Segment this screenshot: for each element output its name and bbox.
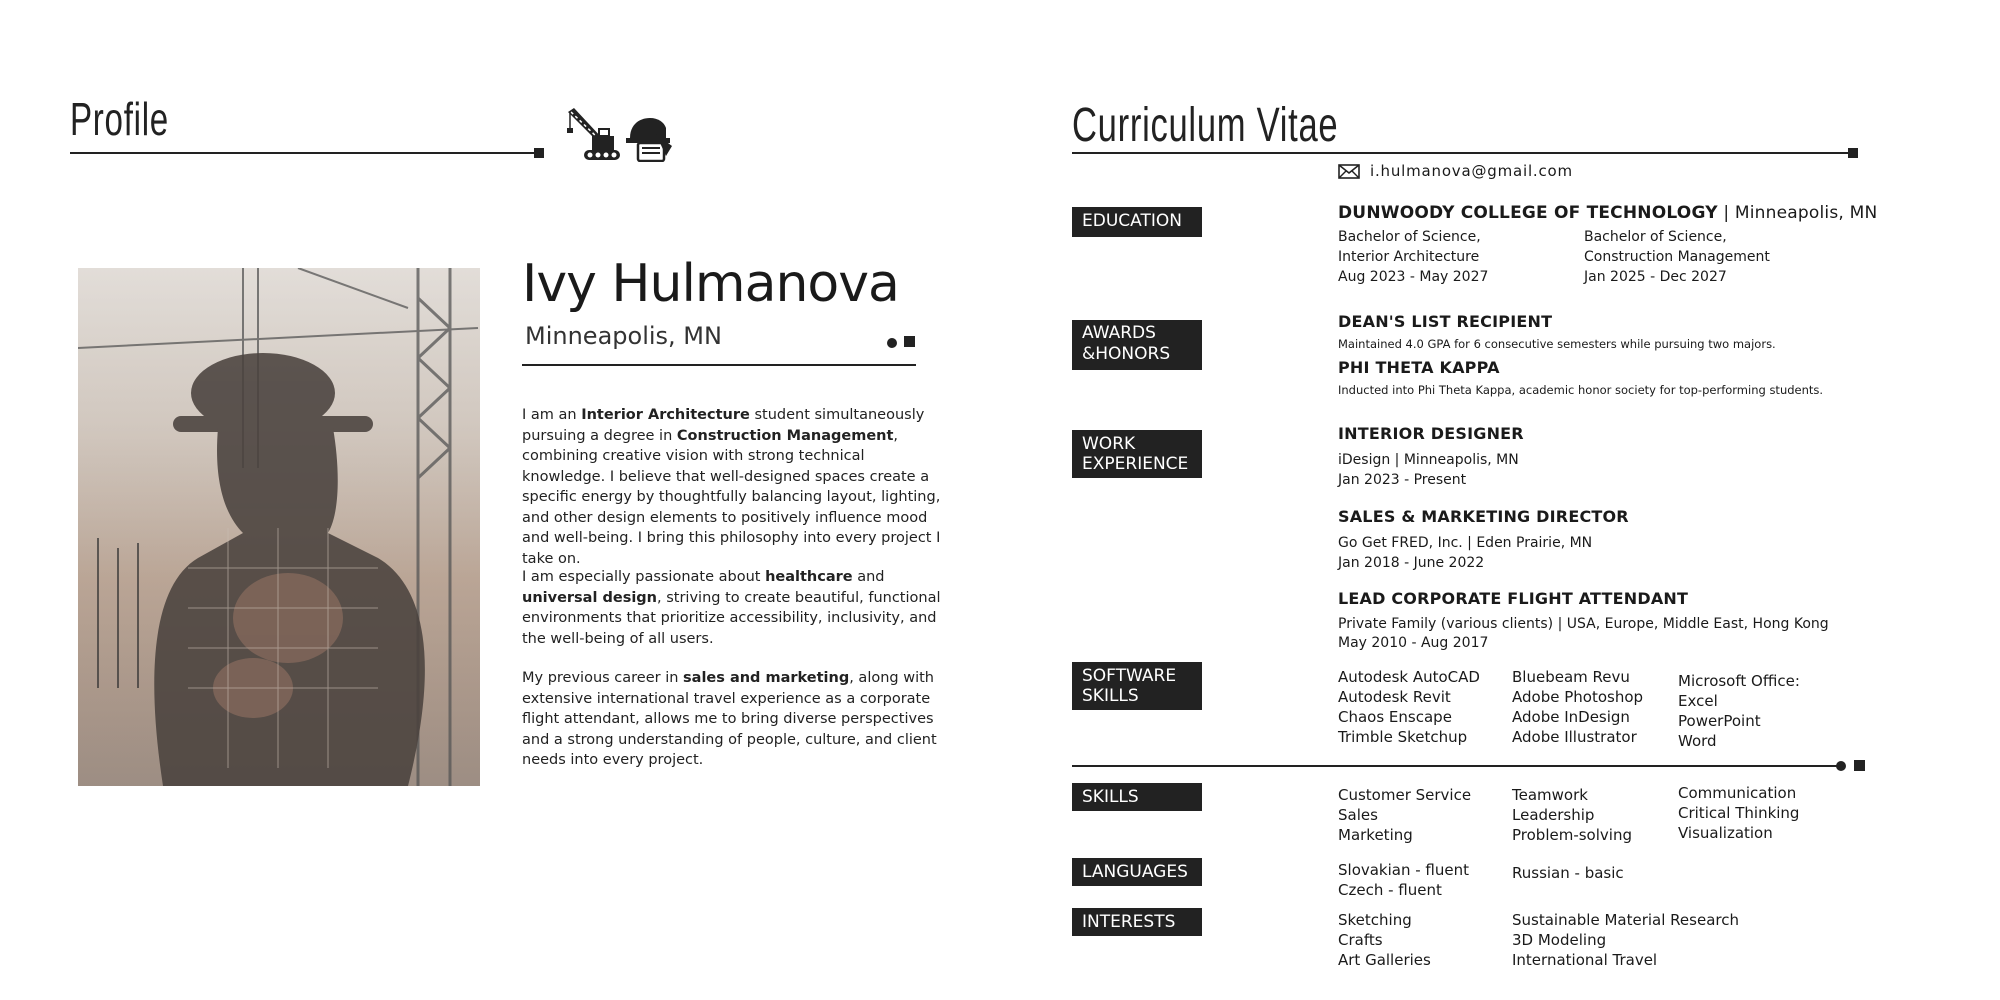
cv-title-rule xyxy=(1072,152,1854,154)
job-2-org: Go Get FRED, Inc. | Eden Prairie, MN xyxy=(1338,535,1593,551)
software-col-3: Microsoft Office: Excel PowerPoint Word xyxy=(1678,672,1800,750)
name-underline xyxy=(522,364,916,366)
divider-end-square xyxy=(1854,760,1865,771)
interests-col-1: Sketching Crafts Art Galleries xyxy=(1338,911,1431,969)
profile-rule-end-square xyxy=(534,148,544,158)
crane-icon xyxy=(566,108,622,162)
award-1-desc: Maintained 4.0 GPA for 6 consecutive semesters while pursuing two majors. xyxy=(1338,337,1776,351)
divider-end-dot xyxy=(1836,761,1846,771)
award-2-desc: Inducted into Phi Theta Kappa, academic honor society for top-performing students. xyxy=(1338,383,1824,397)
education-degree-1: Bachelor of Science, Interior Architecture Aug 2023 - May 2027 xyxy=(1338,229,1489,285)
job-1-dates: Jan 2023 - Present xyxy=(1338,472,1467,488)
profile-paragraph-1: I am an Interior Architecture student simultaneously pursuing a degree in Construction Management, combining creative vision with strong technical knowledge. I believe that well-designed spaces create a specific energy by thoughtfully balancing layout, lighting, and other design elements to positively influence mood and well-being. I bring this philosophy into every project I take on. xyxy=(522,407,941,567)
email-address[interactable]: i.hulmanova@gmail.com xyxy=(1370,162,1573,180)
profile-section-title: Profile xyxy=(70,93,169,145)
job-1-org: iDesign | Minneapolis, MN xyxy=(1338,452,1519,468)
software-col-1: Autodesk AutoCAD Autodesk Revit Chaos Enscape Trimble Sketchup xyxy=(1338,668,1480,746)
software-label: SOFTWARE SKILLS xyxy=(1072,662,1202,710)
profile-name: Ivy Hulmanova xyxy=(522,254,899,314)
name-rule-dot xyxy=(887,338,897,348)
languages-col-2: Russian - basic xyxy=(1512,864,1624,882)
skills-col-3: Communication Critical Thinking Visualization xyxy=(1678,784,1800,842)
job-3-org: Private Family (various clients) | USA, Europe, Middle East, Hong Kong xyxy=(1338,616,1829,632)
award-2-title: PHI THETA KAPPA xyxy=(1338,358,1500,377)
profile-photo xyxy=(78,268,480,786)
skills-col-2: Teamwork Leadership Problem-solving xyxy=(1512,786,1632,844)
job-3-title: LEAD CORPORATE FLIGHT ATTENDANT xyxy=(1338,589,1689,608)
education-school: DUNWOODY COLLEGE OF TECHNOLOGY | Minneapolis, MN xyxy=(1338,203,1878,223)
job-3-dates: May 2010 - Aug 2017 xyxy=(1338,635,1489,651)
work-label: WORK EXPERIENCE xyxy=(1072,430,1202,478)
profile-title-rule xyxy=(70,152,540,154)
job-2-dates: Jan 2018 - June 2022 xyxy=(1338,555,1485,571)
interests-label: INTERESTS xyxy=(1072,908,1202,936)
profile-location: Minneapolis, MN xyxy=(525,322,722,350)
skills-label: SKILLS xyxy=(1072,783,1202,811)
cv-mid-divider xyxy=(1072,765,1838,767)
profile-paragraph-3: My previous career in sales and marketing, along with extensive international travel experience as a corporate flight attendant, allows me to bring diverse perspectives and a strong understanding of people, culture, and client needs into every project. xyxy=(522,670,937,768)
languages-label: LANGUAGES xyxy=(1072,858,1202,886)
cv-rule-end-square xyxy=(1848,148,1858,158)
interests-col-2: Sustainable Material Research 3D Modeling International Travel xyxy=(1512,911,1739,969)
mail-icon xyxy=(1338,164,1360,179)
name-rule-square xyxy=(904,336,915,347)
education-degree-2: Bachelor of Science, Construction Management Jan 2025 - Dec 2027 xyxy=(1584,229,1770,285)
languages-col-1: Slovakian - fluent Czech - fluent xyxy=(1338,861,1470,899)
helmet-blueprint-icon xyxy=(626,116,674,162)
awards-label: AWARDS &HONORS xyxy=(1072,320,1202,370)
skills-col-1: Customer Service Sales Marketing xyxy=(1338,786,1472,844)
education-label: EDUCATION xyxy=(1072,207,1202,237)
cv-section-title: Curriculum Vitae xyxy=(1072,99,1339,152)
award-1-title: DEAN'S LIST RECIPIENT xyxy=(1338,312,1553,331)
profile-paragraph-2: I am especially passionate about healthcare and universal design, striving to create beautiful, functional environments that prioritize accessibility, inclusivity, and the well-being of all users. xyxy=(522,569,941,647)
construction-collage-image xyxy=(78,268,480,786)
job-1-title: INTERIOR DESIGNER xyxy=(1338,424,1524,443)
job-2-title: SALES & MARKETING DIRECTOR xyxy=(1338,507,1629,526)
software-col-2: Bluebeam Revu Adobe Photoshop Adobe InDesign Adobe Illustrator xyxy=(1512,668,1644,746)
